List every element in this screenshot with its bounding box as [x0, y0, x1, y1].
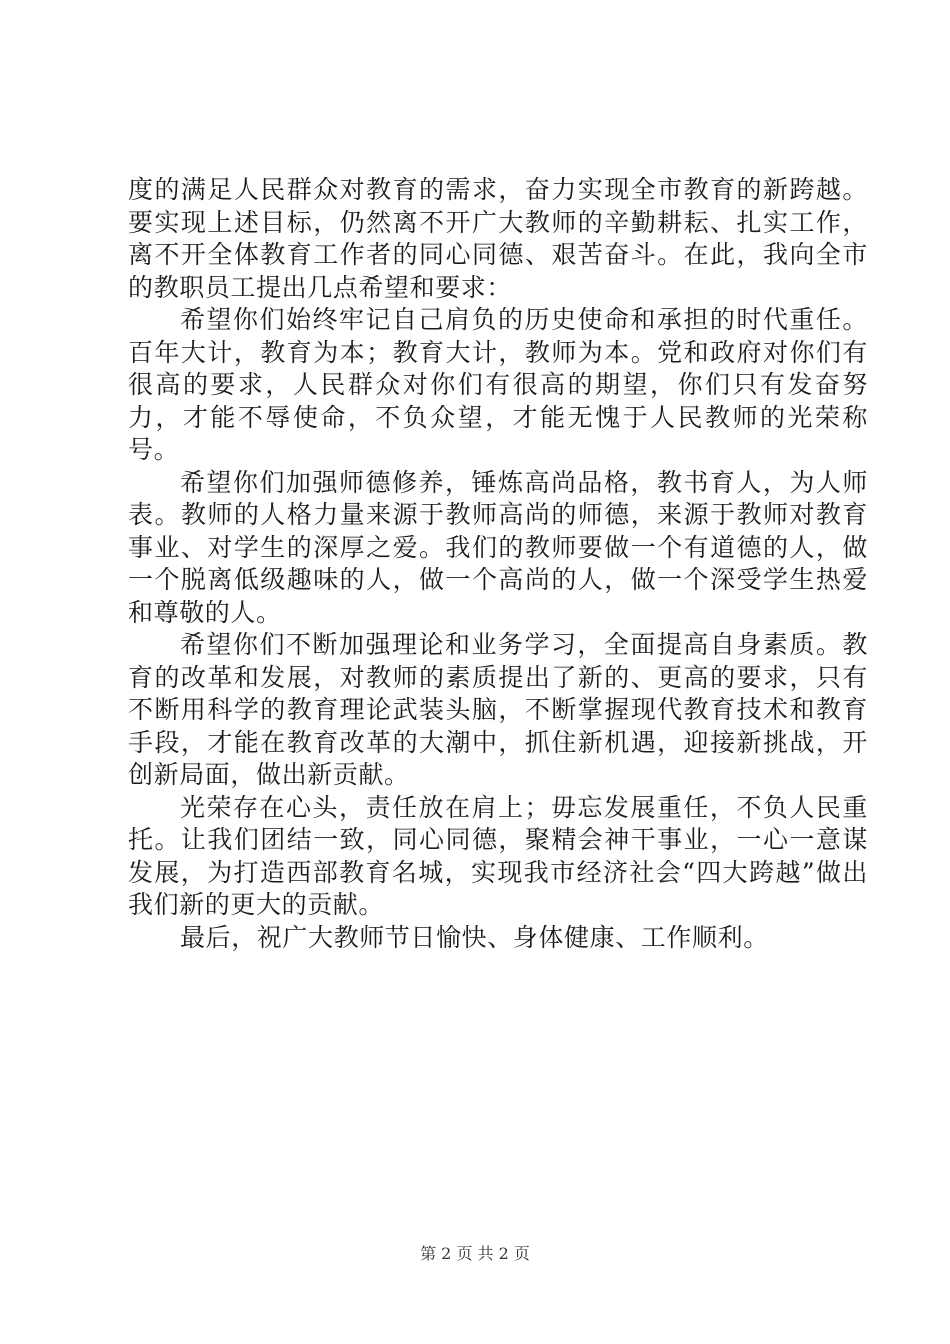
- paragraph-1: 度的满足人民群众对教育的需求，奋力实现全市教育的新跨越。要实现上述目标，仍然离不开广大教师的辛勤耕耘、扎实工作，离不开全体教育工作者的同心同德、艰苦奋斗。在此，我向全市的教职员工提出几点希望和要求：: [128, 175, 868, 302]
- page-footer: [0, 1244, 950, 1264]
- paragraph-5: 光荣存在心头，责任放在肩上；毋忘发展重任，不负人民重托。让我们团结一致，同心同德，聚精会神干事业，一心一意谋发展，为打造西部教育名城，实现我市经济社会“四大跨越”做出我们新的更大的贡献。: [128, 792, 868, 919]
- paragraph-3: 希望你们加强师德修养，锤炼高尚品格，教书育人，为人师表。教师的人格力量来源于教师高尚的师德，来源于教师对教育事业、对学生的深厚之爱。我们的教师要做一个有道德的人，做一个脱离低级趣味的人，做一个高尚的人，做一个深受学生热爱和尊敬的人。: [128, 467, 868, 627]
- paragraph-4: 希望你们不断加强理论和业务学习，全面提高自身素质。教育的改革和发展，对教师的素质提出了新的、更高的要求，只有不断用科学的教育理论武装头脑，不断掌握现代教育技术和教育手段，才能在教育改革的大潮中，抓住新机遇，迎接新挑战，开创新局面，做出新贡献。: [128, 630, 868, 789]
- page-number-label: 第 2 页 共 2 页: [420, 1244, 530, 1263]
- document-body: [128, 174, 868, 954]
- paragraph-2: 希望你们始终牢记自己肩负的历史使命和承担的时代重任。百年大计，教育为本；教育大计，教师为本。党和政府对你们有很高的要求，人民群众对你们有很高的期望，你们只有发奋努力，才能不辱使命，不负众望，才能无愧于人民教师的光荣称号。: [128, 305, 868, 464]
- paragraph-6: 最后，祝广大教师节日愉快、身体健康、工作顺利。: [180, 922, 769, 952]
